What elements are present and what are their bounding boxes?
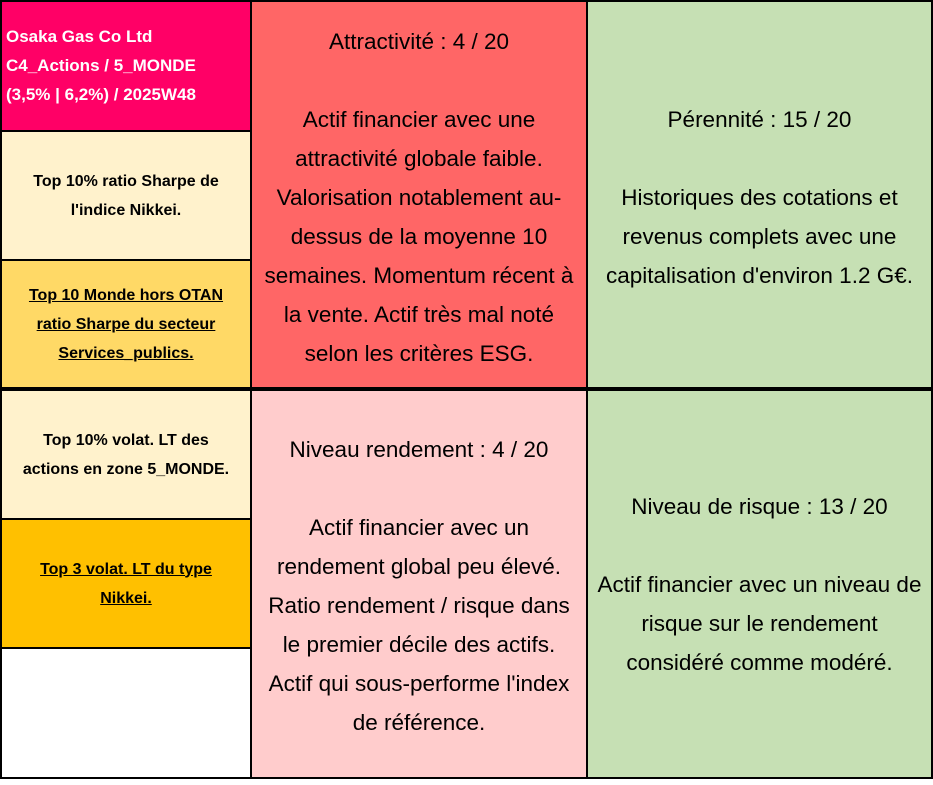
badge-sharpe-nikkei: Top 10% ratio Sharpe de l'indice Nikkei. [2,132,250,259]
perennite-cell: Pérennité : 15 / 20 Historiques des cotations et revenus complets avec une capitalisation d'environ 1.2 G€. [588,2,931,387]
badge-volat-type[interactable]: Top 3 volat. LT du type Nikkei. [2,520,250,647]
risque-cell: Niveau de risque : 13 / 20 Actif financier avec un niveau de risque sur le rendement considéré comme modéré. [588,391,931,777]
divider-left-2 [0,259,252,261]
asset-category: C4_Actions / 5_MONDE [6,56,196,75]
rendement-cell: Niveau rendement : 4 / 20 Actif financier avec un rendement global peu élevé. Ratio rendement / risque dans le premier décile des actifs. Actif qui sous-performe l'index de référence. [252,391,586,777]
border-bottom [0,777,933,779]
border-top [0,0,933,2]
attractivite-cell: Attractivité : 4 / 20 Actif financier avec une attractivité globale faible. Valorisation notablement au- dessus de la moyenne 10 semaines. Momentum récent à la vente. Actif très mal noté selon les critères ESG. [252,2,586,387]
badge-volat-zone: Top 10% volat. LT des actions en zone 5_MONDE. [2,391,250,518]
risque-title: Niveau de risque : 13 / 20 [631,494,888,519]
divider-left-4 [0,647,252,649]
divider-row-mid [0,387,933,391]
asset-stats: (3,5% | 6,2%) / 2025W48 [6,85,196,104]
attractivite-title: Attractivité : 4 / 20 [328,29,510,54]
asset-header [2,2,250,130]
perennite-title: Pérennité : 15 / 20 [667,107,852,132]
rendement-title: Niveau rendement : 4 / 20 [289,437,549,462]
badge-sharpe-sector[interactable]: Top 10 Monde hors OTAN ratio Sharpe du secteur Services_publics. [2,261,250,387]
divider-left-3 [0,518,252,520]
divider-left-1 [0,130,252,132]
asset-name: Osaka Gas Co Ltd [6,27,153,46]
